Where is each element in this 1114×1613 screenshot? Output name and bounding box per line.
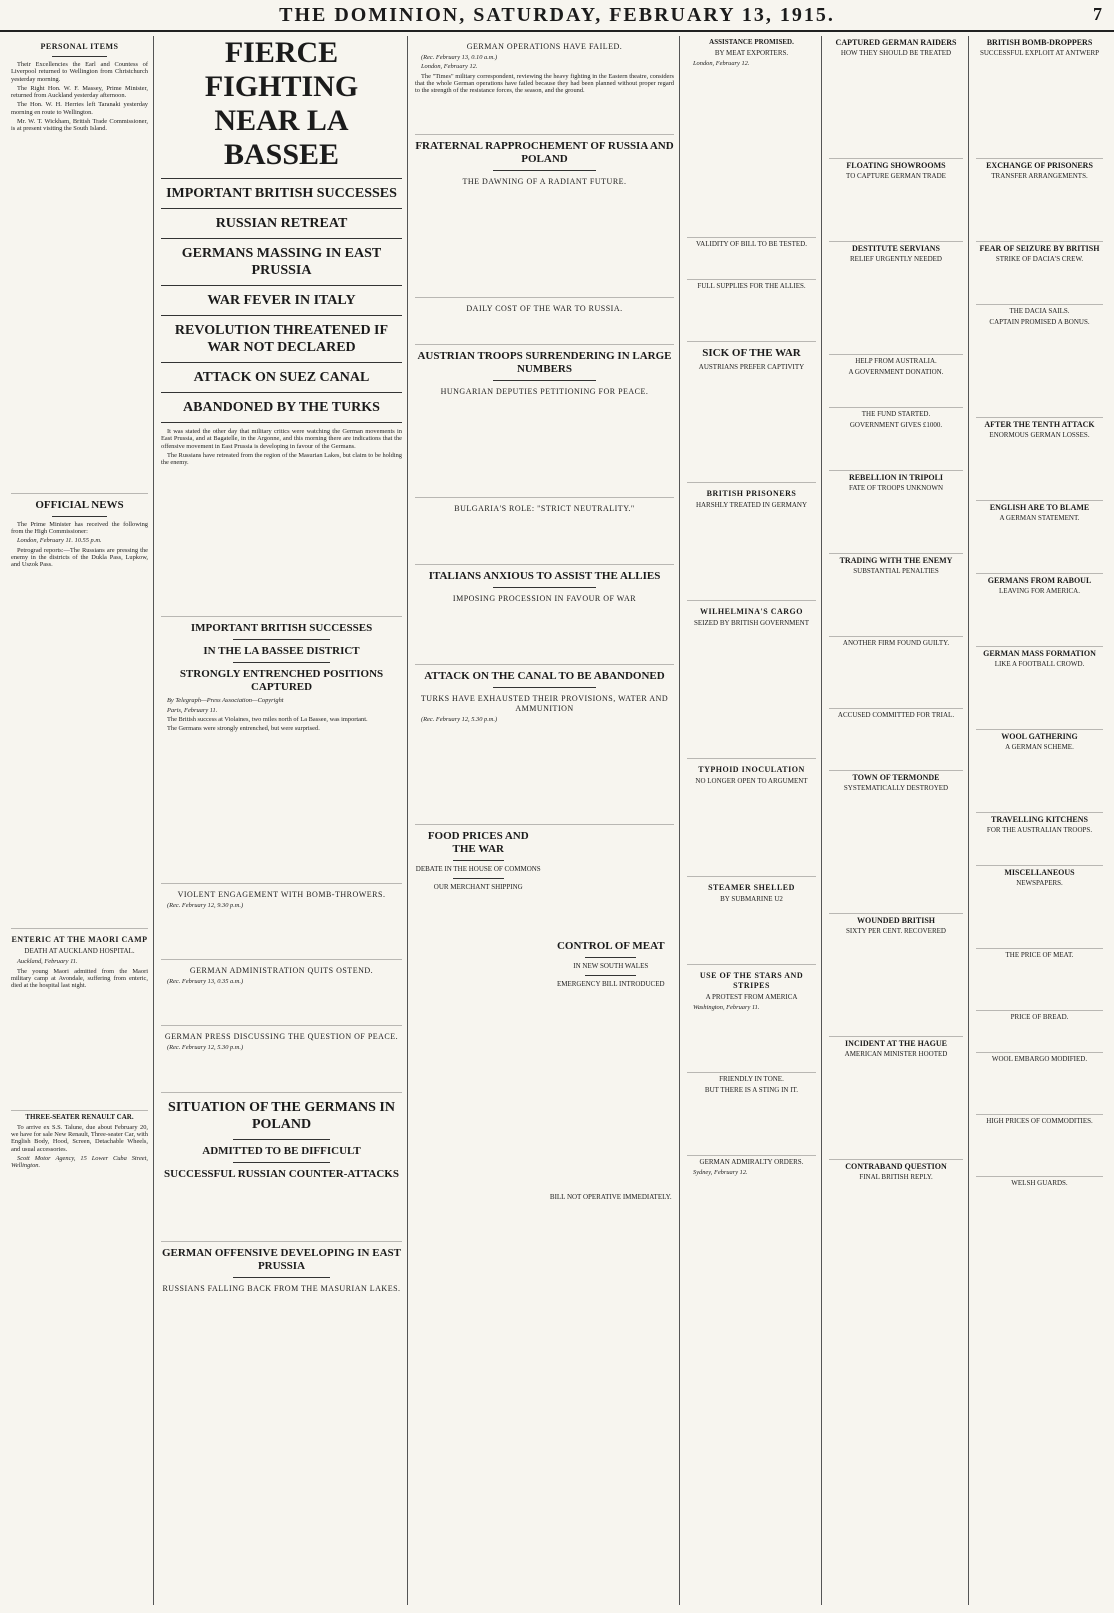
section-heading: HELP FROM AUSTRALIA.: [855, 357, 937, 365]
article-paragraph: The Prime Minister has received the following from the High Commissioner:: [11, 520, 148, 535]
received-date: (Rec. February 12, 9.30 p.m.): [167, 901, 244, 909]
dateline: London, February 12.: [421, 63, 478, 71]
column-1: [6, 36, 154, 1605]
section-subheading: NO LONGER OPEN TO ARGUMENT: [695, 777, 808, 786]
section-heading: FRATERNAL RAPPROCHEMENT OF RUSSIA AND POLAND: [415, 140, 674, 166]
article-paragraph: The Right Hon. W. F. Massey, Prime Minister, returned from Auckland yesterday afternoon.: [11, 84, 148, 100]
section-heading: WOUNDED BRITISH: [856, 916, 935, 925]
section-subheading: TRANSFER ARRANGEMENTS.: [991, 172, 1088, 180]
section-heading: GERMAN OFFENSIVE DEVELOPING IN EAST PRUSSIA: [162, 1246, 401, 1272]
section-heading: STRONGLY ENTRENCHED POSITIONS CAPTURED: [179, 668, 384, 694]
section-heading: CAPTURED GERMAN RAIDERS: [835, 38, 957, 47]
section-heading: ADMITTED TO BE DIFFICULT: [202, 1144, 361, 1157]
headline-deck: GERMANS MASSING IN EAST PRUSSIA: [181, 246, 382, 278]
section-heading: USE OF THE STARS AND STRIPES: [699, 971, 804, 991]
section-heading: RUSSIANS FALLING BACK FROM THE MASURIAN LAKES.: [162, 1283, 401, 1293]
section-heading: CONTRABAND QUESTION: [845, 1162, 947, 1171]
section-subheading: SUBSTANTIAL PENALTIES: [853, 567, 939, 575]
section-heading: GERMAN ADMIRALTY ORDERS.: [699, 1157, 804, 1166]
personal-items-heading: PERSONAL ITEMS: [40, 42, 119, 51]
section-subheading: TURKS HAVE EXHAUSTED THEIR PROVISIONS, WATER AND AMMUNITION: [420, 694, 669, 714]
page-number: 7: [1093, 4, 1102, 24]
ad-heading: THREE-SEATER RENAULT CAR.: [25, 1112, 134, 1121]
section-heading: HIGH PRICES OF COMMODITIES.: [986, 1117, 1093, 1125]
dateline: London, February 12.: [693, 60, 750, 67]
article-paragraph: The British success at Violaines, two miles north of La Bassee, was important.: [167, 716, 368, 724]
section-heading: TRAVELLING KITCHENS: [991, 815, 1088, 824]
enteric-heading: ENTERIC AT THE MAORI CAMP: [11, 935, 148, 945]
section-heading: ENGLISH ARE TO BLAME: [989, 503, 1090, 512]
section-heading: PRICE OF BREAD.: [1010, 1013, 1069, 1021]
section-subheading: SUCCESSFUL EXPLOIT AT ANTWERP: [979, 49, 1100, 57]
section-subheading: SYSTEMATICALLY DESTROYED: [843, 784, 949, 792]
section-heading: WOOL GATHERING: [1001, 732, 1078, 741]
section-subheading: HARSHLY TREATED IN GERMANY: [695, 501, 808, 510]
main-headline: FIERCE FIGHTING NEAR LA BASSEE: [204, 36, 359, 171]
headline-deck: ABANDONED BY THE TURKS: [183, 400, 380, 415]
section-heading: GERMAN MASS FORMATION: [983, 649, 1096, 658]
ad-signature: Scott Motor Agency, 15 Lower Cuba Street, Wellington.: [11, 1154, 148, 1170]
section-heading: FULL SUPPLIES FOR THE ALLIES.: [697, 282, 806, 291]
headline-deck: WAR FEVER IN ITALY: [207, 293, 356, 308]
article-paragraph: Mr. W. T. Wickham, British Trade Commissioner, is at present visiting the South Island.: [11, 118, 148, 133]
credit-line: By Telegraph—Press Association—Copyright: [167, 697, 284, 705]
section-subheading: IN NEW SOUTH WALES: [573, 961, 649, 970]
article-paragraph: The Hon. W. H. Herries left Taranaki yesterday morning en route to Wellington.: [11, 101, 148, 116]
section-subheading: LEAVING FOR AMERICA.: [999, 587, 1080, 595]
section-subheading: SEIZED BY BRITISH GOVERNMENT: [693, 619, 810, 628]
section-heading: WOOL EMBARGO MODIFIED.: [991, 1055, 1088, 1063]
received-date: (Rec. February 13, 0.35 a.m.): [167, 977, 244, 985]
section-subheading: BILL NOT OPERATIVE IMMEDIATELY.: [549, 1192, 672, 1201]
headline-deck: RUSSIAN RETREAT: [215, 216, 348, 231]
section-heading: CAPTAIN PROMISED A BONUS.: [989, 318, 1090, 326]
section-subheading: A GERMAN SCHEME.: [1005, 743, 1074, 751]
section-heading: ANOTHER FIRM FOUND GUILTY.: [842, 639, 950, 647]
section-heading: AFTER THE TENTH ATTACK: [984, 420, 1095, 429]
headline-deck: REVOLUTION THREATENED IF WAR NOT DECLARED: [174, 323, 389, 355]
section-heading: VIOLENT ENGAGEMENT WITH BOMB-THROWERS.: [177, 889, 386, 899]
received-date: (Rec. February 12, 5.30 p.m.): [167, 1044, 244, 1052]
section-heading: GERMAN ADMINISTRATION QUITS OSTEND.: [189, 965, 374, 975]
dateline: Washington, February 11.: [693, 1004, 760, 1012]
article-paragraph: It was stated the other day that military critics were watching the German movements in East Prussia, and at Bagatelle, in the Argonne, and this morning there are indications that the offensive movement in East Prussia is developing in favour of the Germans.: [161, 428, 402, 450]
section-heading: STEAMER SHELLED: [708, 883, 795, 893]
section-subheading: AUSTRIANS PREFER CAPTIVITY: [698, 363, 805, 372]
section-heading: REBELLION IN TRIPOLI: [848, 473, 944, 482]
enteric-subheading: DEATH AT AUCKLAND HOSPITAL.: [24, 947, 135, 956]
article-paragraph: The "Times" military correspondent, reviewing the heavy fighting in the Eastern theatre, considers that the whole German operations have failed because they had been planned without proper regard to the strength of the resistance forces, the season, and the ground.: [415, 72, 674, 95]
ad-paragraph: To arrive ex S.S. Talune, due about February 20, we have for sale New Renault, Three-seater Car, with English Body, Hood, Screen, Detachable Wheels, and usual accessories.: [11, 1123, 148, 1153]
section-heading: FOOD PRICES AND THE WAR: [427, 829, 529, 855]
section-subheading: OUR MERCHANT SHIPPING: [433, 882, 523, 891]
masthead: [0, 0, 1114, 32]
section-subheading: HUNGARIAN DEPUTIES PETITIONING FOR PEACE.: [440, 387, 649, 397]
section-heading: ACCUSED COMMITTED FOR TRIAL.: [837, 711, 955, 719]
received-date: (Rec. February 13, 0.10 a.m.): [421, 54, 498, 61]
section-heading: AUSTRIAN TROOPS SURRENDERING IN LARGE NUMBERS: [417, 350, 672, 376]
section-heading: BULGARIA'S ROLE: "STRICT NEUTRALITY.": [454, 504, 635, 514]
section-subheading: FATE OF TROOPS UNKNOWN: [848, 484, 944, 492]
article-paragraph: Petrograd reports:—The Russians are pressing the enemy in the districts of the Dukla Pass, Lupkow, and Uszok Pass.: [11, 546, 148, 569]
section-subheading: BY MEAT EXPORTERS.: [714, 49, 789, 57]
article-paragraph: Their Excellencies the Earl and Countess of Liverpool returned to Wellington from Christchurch yesterday morning.: [11, 61, 148, 83]
dateline: Paris, February 11.: [167, 706, 218, 714]
section-subheading: TO CAPTURE GERMAN TRADE: [846, 172, 946, 180]
headline-deck: ATTACK ON SUEZ CANAL: [193, 370, 370, 385]
official-news-heading: OFFICIAL NEWS: [35, 498, 124, 511]
article-paragraph: The Russians have retreated from the region of the Masurian Lakes, but claim to be holding the enemy.: [161, 451, 402, 467]
section-heading: BRITISH PRISONERS: [706, 489, 797, 499]
section-heading: THE DACIA SAILS.: [1009, 307, 1070, 315]
section-heading: FEAR OF SEIZURE BY BRITISH: [979, 244, 1100, 253]
section-heading: MISCELLANEOUS: [1004, 868, 1075, 877]
section-subheading: FINAL BRITISH REPLY.: [859, 1173, 933, 1181]
section-subheading: ENORMOUS GERMAN LOSSES.: [989, 431, 1090, 439]
section-subheading: A GERMAN STATEMENT.: [999, 514, 1080, 522]
section-subheading: IMPOSING PROCESSION IN FAVOUR OF WAR: [452, 594, 637, 604]
section-subheading: FOR THE AUSTRALIAN TROOPS.: [986, 826, 1093, 834]
section-heading: TRADING WITH THE ENEMY: [839, 556, 953, 565]
section-heading: IN THE LA BASSEE DISTRICT: [203, 645, 360, 658]
section-subheading: STRIKE OF DACIA'S CREW.: [995, 255, 1084, 263]
section-heading: BRITISH BOMB-DROPPERS: [986, 38, 1093, 47]
section-heading: GERMANS FROM RABOUL: [987, 576, 1092, 585]
section-heading: DAILY COST OF THE WAR TO RUSSIA.: [466, 304, 623, 314]
section-heading: GERMAN PRESS DISCUSSING THE QUESTION OF PEACE.: [164, 1032, 399, 1042]
columns-area: [6, 36, 1108, 1605]
dateline: London, February 11. 10.55 p.m.: [17, 537, 102, 545]
section-heading: TOWN OF TERMONDE: [852, 773, 940, 782]
section-subheading: A GOVERNMENT DONATION.: [848, 368, 944, 376]
column-3: [410, 36, 680, 1605]
section-subheading: HOW THEY SHOULD BE TREATED: [840, 49, 952, 57]
section-heading: ASSISTANCE PROMISED.: [709, 38, 794, 46]
section-heading: EXCHANGE OF PRISONERS: [986, 161, 1093, 170]
section-subheading: EMERGENCY BILL INTRODUCED: [556, 979, 665, 988]
article-paragraph: The Germans were strongly entrenched, but were surprised.: [167, 725, 320, 733]
section-subheading: THE DAWNING OF A RADIANT FUTURE.: [462, 177, 627, 187]
section-subheading: A PROTEST FROM AMERICA: [705, 993, 798, 1002]
section-heading: THE FUND STARTED.: [861, 410, 931, 418]
column-4: [682, 36, 822, 1605]
section-subheading: LIKE A FOOTBALL CROWD.: [994, 660, 1085, 668]
section-subheading: RELIEF URGENTLY NEEDED: [850, 255, 942, 263]
column-2: [156, 36, 408, 1605]
dateline: Auckland, February 11.: [17, 958, 78, 966]
section-heading: TYPHOID INOCULATION: [698, 765, 805, 775]
section-heading: VALIDITY OF BILL TO BE TESTED.: [696, 240, 807, 249]
section-heading: GERMAN OPERATIONS HAVE FAILED.: [466, 42, 623, 51]
received-date: (Rec. February 12, 5.30 p.m.): [421, 716, 498, 724]
section-heading: IMPORTANT BRITISH SUCCESSES: [190, 622, 373, 635]
section-headline: SITUATION OF THE GERMANS IN POLAND: [168, 1099, 395, 1132]
column-5: [824, 36, 969, 1605]
section-heading: ATTACK ON THE CANAL TO BE ABANDONED: [424, 670, 665, 683]
section-subheading: NEWSPAPERS.: [1016, 879, 1063, 887]
section-subheading: DEBATE IN THE HOUSE OF COMMONS: [415, 864, 541, 873]
article-paragraph: The young Maori admitted from the Maori military camp at Avondale, suffering from enteric, died at the hospital last night.: [11, 967, 148, 990]
section-subheading: BUT THERE IS A STING IN IT.: [704, 1085, 799, 1094]
section-heading: SUCCESSFUL RUSSIAN COUNTER-ATTACKS: [164, 1167, 399, 1180]
section-heading: WILHELMINA'S CARGO: [699, 607, 803, 617]
masthead-title: THE DOMINION, SATURDAY, FEBRUARY 13, 1915.: [279, 4, 835, 26]
section-subheading: GOVERNMENT GIVES £1000.: [849, 421, 943, 429]
section-heading: FRIENDLY IN TONE.: [719, 1074, 784, 1083]
section-subheading: BY SUBMARINE U2: [720, 895, 783, 904]
section-subheading: SIXTY PER CENT. RECOVERED: [846, 927, 946, 935]
dateline: Sydney, February 12.: [693, 1168, 748, 1176]
section-heading: CONTROL OF MEAT: [556, 939, 665, 952]
section-heading: FLOATING SHOWROOMS: [846, 161, 946, 170]
column-6: [971, 36, 1108, 1605]
section-subheading: AMERICAN MINISTER HOOTED: [844, 1050, 948, 1058]
section-heading: DESTITUTE SERVIANS: [852, 244, 940, 253]
section-heading: THE PRICE OF MEAT.: [1005, 951, 1074, 959]
headline-deck: IMPORTANT BRITISH SUCCESSES: [166, 186, 397, 201]
section-heading: INCIDENT AT THE HAGUE: [845, 1039, 947, 1048]
section-heading: ITALIANS ANXIOUS TO ASSIST THE ALLIES: [428, 570, 661, 583]
section-heading: WELSH GUARDS.: [1011, 1179, 1068, 1187]
section-heading: SICK OF THE WAR: [702, 347, 801, 360]
